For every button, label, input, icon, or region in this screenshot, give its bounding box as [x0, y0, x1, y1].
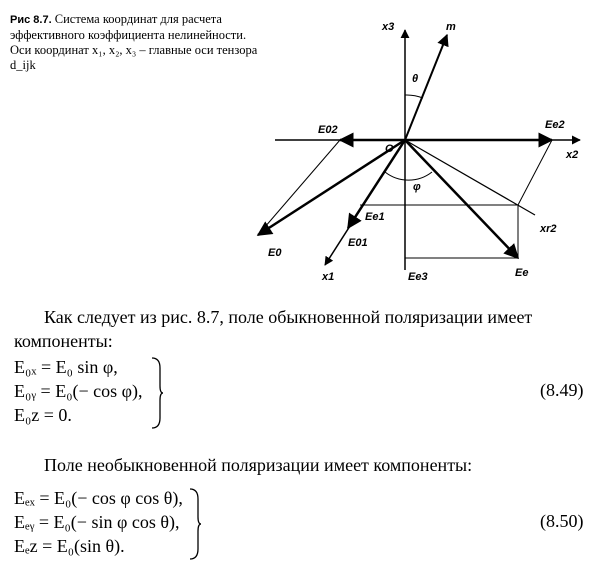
x2-label: x2	[566, 149, 579, 161]
x1-label: x1	[322, 271, 335, 283]
eq1-brace	[150, 356, 164, 430]
ee2-label: Ee2	[545, 119, 565, 131]
xr2-axis	[405, 140, 535, 215]
ee-label: Ee	[515, 267, 529, 279]
eq1-number: (8.49)	[540, 380, 584, 400]
e01-label: E01	[348, 237, 368, 249]
m-vector	[405, 35, 447, 140]
eq1-line-2: E₀ᵧ = E₀(− cos φ),	[14, 381, 143, 401]
figure-caption-text: Система координат для расчета эффективного коэффициента нелинейности. Оси координат x₁, x₂, x₃ – главные оси тензора d_ijk	[10, 12, 258, 72]
e0-label: E0	[268, 247, 282, 259]
ee1-label: Ee1	[365, 211, 385, 223]
x3-label: x3	[382, 21, 395, 33]
phi-label: φ	[413, 181, 421, 193]
paragraph-1: Как следует из рис. 8.7, поле обыкновенной поляризации имеет компоненты:	[14, 307, 533, 351]
figure-label: Рис 8.7.	[10, 14, 52, 26]
theta-arc	[405, 95, 423, 98]
xr2-label: xr2	[540, 223, 557, 235]
e02-label: E02	[318, 124, 338, 136]
paragraph-2: Поле необыкновенной поляризации имеет компоненты:	[44, 455, 473, 475]
ee-vector	[405, 140, 518, 258]
equation-8-50	[14, 486, 183, 558]
origin-label: O	[385, 143, 394, 155]
equation-8-49	[14, 355, 143, 427]
eq2-line-3: Eₑz = E₀(sin θ).	[14, 536, 125, 556]
eq2-brace	[188, 487, 202, 561]
eq2-line-1: Eₑₓ = E₀(− cos φ cos θ),	[14, 488, 183, 508]
eq2-number: (8.50)	[540, 511, 584, 531]
theta-label: θ	[412, 73, 419, 85]
eq1-line-3: E₀z = 0.	[14, 405, 72, 425]
eq2-line-2: Eₑᵧ = E₀(− sin φ cos θ),	[14, 512, 180, 532]
phi-arc	[385, 172, 432, 180]
m-label: m	[446, 21, 456, 33]
eq1-line-1: E₀ₓ = E₀ sin φ,	[14, 357, 118, 377]
ee3-label: Ee3	[408, 271, 428, 283]
